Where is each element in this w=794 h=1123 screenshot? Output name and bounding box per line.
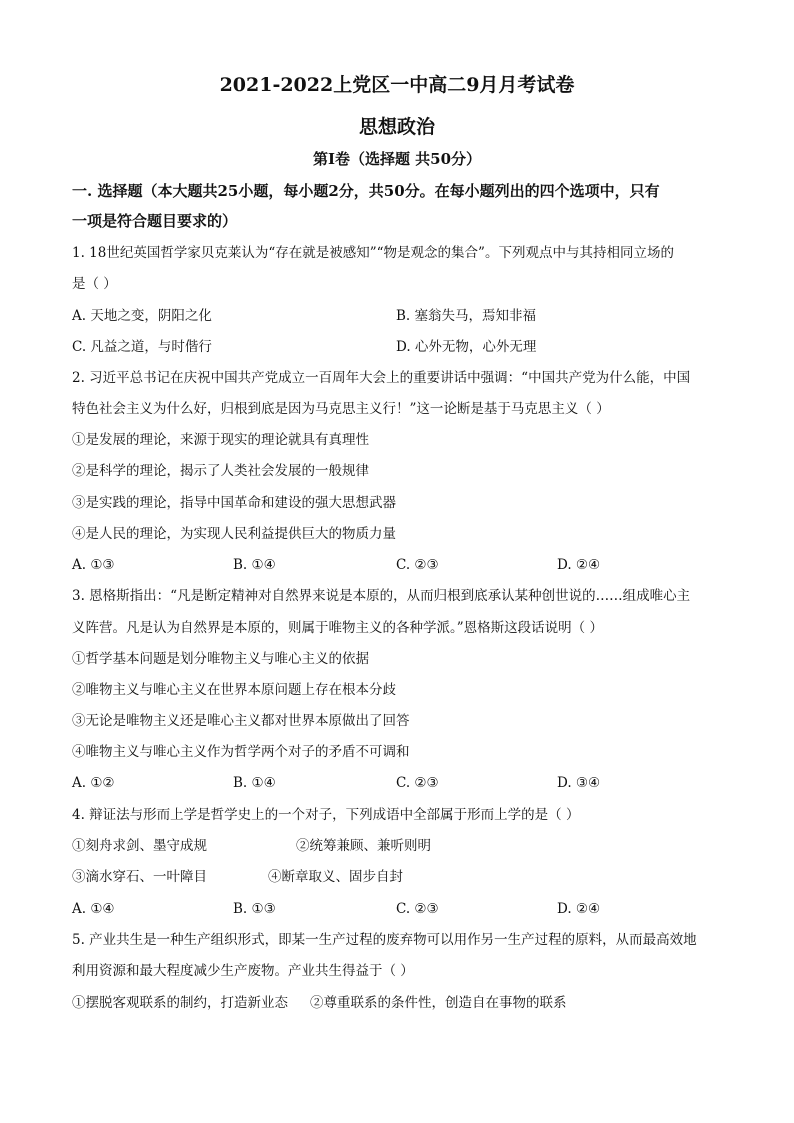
q3-item-1: ①哲学基本问题是划分唯物主义与唯心主义的依据	[72, 651, 369, 667]
q3-option-b: B. ①④	[233, 775, 276, 791]
q5-item-1: ①摆脱客观联系的制约，打造新业态	[72, 995, 288, 1011]
q4-item-2: ②统筹兼顾、兼听则明	[296, 838, 431, 854]
exam-title: 2021-2022上党区一中高二9月月考试卷	[219, 74, 575, 96]
q2-item-4: ④是人民的理论，为实现人民利益提供巨大的物质力量	[72, 526, 396, 542]
q2-option-d: D. ②④	[557, 557, 601, 573]
q4-option-d: D. ②④	[557, 901, 601, 917]
q4-option-a: A. ①④	[72, 901, 115, 917]
q3-item-4: ④唯物主义与唯心主义作为哲学两个对子的矛盾不可调和	[72, 744, 410, 760]
q4-option-c: C. ②③	[396, 901, 439, 917]
question-5-stem: 5. 产业共生是一种生产组织形式，即某一生产过程的废弃物可以用作另一生产过程的原料，从而最高效地	[72, 932, 697, 948]
q1-option-b: B. 塞翁失马，焉知非福	[396, 308, 537, 324]
section-heading: 一. 选择题（本大题共25小题，每小题2分，共50分。在每小题列出的四个选项中，只有	[72, 182, 660, 200]
question-4-stem: 4. 辩证法与形而上学是哲学史上的一个对子，下列成语中全部属于形而上学的是（ ）	[72, 807, 580, 823]
question-2-stem: 2. 习近平总书记在庆祝中国共产党成立一百周年大会上的重要讲话中强调：“中国共产党为什么能，中国	[72, 370, 691, 386]
q4-item-4: ④断章取义、固步自封	[268, 869, 403, 885]
q2-item-3: ③是实践的理论，指导中国革命和建设的强大思想武器	[72, 495, 396, 511]
question-5-stem-cont: 利用资源和最大程度减少生产废物。产业共生得益于（ ）	[72, 963, 414, 979]
q1-option-a: A. 天地之变，阴阳之化	[72, 308, 212, 324]
subject-title: 思想政治	[358, 116, 435, 138]
q5-item-2: ②尊重联系的条件性，创造自在事物的联系	[310, 995, 567, 1011]
question-1-stem-cont: 是（ ）	[72, 276, 117, 292]
q2-option-b: B. ①④	[233, 557, 276, 573]
q4-item-1: ①刻舟求剑、墨守成规	[72, 838, 207, 854]
q1-option-c: C. 凡益之道，与时偕行	[72, 339, 212, 355]
q4-item-3: ③滴水穿石、一叶障目	[72, 869, 207, 885]
q3-option-a: A. ①②	[72, 775, 115, 791]
question-3-stem: 3. 恩格斯指出：“凡是断定精神对自然界来说是本原的，从而归根到底承认某种创世说的……组成唯心主	[72, 588, 691, 604]
q4-option-b: B. ①③	[233, 901, 276, 917]
question-1-stem: 1. 18世纪英国哲学家贝克莱认为“存在就是被感知”“物是观念的集合”。下列观点中与其持相同立场的	[72, 245, 674, 261]
question-2-stem-cont: 特色社会主义为什么好，归根到底是因为马克思主义行！”这一论断是基于马克思主义（ ）	[72, 401, 610, 417]
part-title: 第I卷（选择题 共50分）	[312, 150, 482, 168]
q3-item-2: ②唯物主义与唯心主义在世界本原问题上存在根本分歧	[72, 682, 396, 698]
q2-option-c: C. ②③	[396, 557, 439, 573]
q2-option-a: A. ①③	[72, 557, 115, 573]
section-heading-cont: 一项是符合题目要求的）	[72, 212, 238, 230]
q2-item-2: ②是科学的理论，揭示了人类社会发展的一般规律	[72, 463, 369, 479]
question-3-stem-cont: 义阵营。凡是认为自然界是本原的，则属于唯物主义的各种学派。”恩格斯这段话说明（ ）	[72, 620, 603, 636]
q3-item-3: ③无论是唯物主义还是唯心主义都对世界本原做出了回答	[72, 713, 410, 729]
q1-option-d: D. 心外无物，心外无理	[396, 339, 537, 355]
q2-item-1: ①是发展的理论，来源于现实的理论就具有真理性	[72, 432, 369, 448]
q3-option-c: C. ②③	[396, 775, 439, 791]
q3-option-d: D. ③④	[557, 775, 601, 791]
